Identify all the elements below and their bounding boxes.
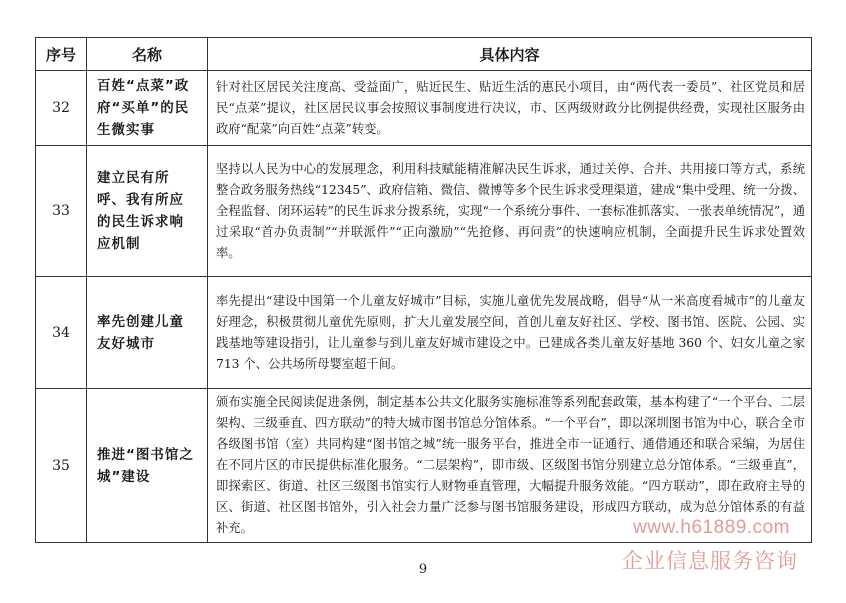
row-index: 34: [36, 277, 87, 389]
row-name: 率先创建儿童友好城市: [87, 277, 208, 389]
header-index: 序号: [36, 38, 87, 71]
table-row: [36, 277, 812, 389]
row-content: 坚持以人民为中心的发展理念，利用科技赋能精准解决民生诉求，通过关停、合并、共用接口等方式，系统整合政务服务热线“12345”、政府信箱、微信、微博等多个民生诉求受理渠道，建成“集中受理、统一分拨、全程监督、闭环运转”的民生诉求分拨系统，实现“一个系统分事件、一套标准抓落实、一张表单统情况”，通过采取“首办负责制”“并联派件”“正向激励”“先抢修、再问责”的快速响应机制，全面提升民生诉求处置效率。: [208, 146, 812, 277]
header-row: [36, 38, 812, 71]
row-name: 推进“图书馆之城”建设: [87, 389, 208, 543]
watermark-url: www.h61889.com: [633, 517, 790, 538]
row-content: 针对社区居民关注度高、受益面广，贴近民生、贴近生活的惠民小项目，由“两代表一委员”、社区党员和居民“点菜”提议，社区居民议事会按照议事制度进行决议，市、区两级财政分比例提供经费，实现社区服务由政府“配菜”向百姓“点菜”转变。: [208, 71, 812, 146]
table-row: [36, 71, 812, 146]
table-row: [36, 146, 812, 277]
row-content: 颁布实施全民阅读促进条例，制定基本公共文化服务实施标准等系列配套政策，基本构建了“一个平台、二层架构、三级垂直、四方联动”的特大城市图书馆总分馆体系。“一个平台”，即以深圳图书馆为中心，联合全市各级图书馆（室）共同构建“图书馆之城”统一服务平台，推进全市一证通行、通借通还和联合采编，为居住在不同片区的市民提供标准化服务。“二层架构”，即市级、区级图书馆分别建立总分馆体系。“三级垂直”，即探索区、街道、社区三级图书馆实行人财物垂直管理，大幅提升服务效能。“四方联动”，即在政府主导的区、街道、社区图书馆外，引入社会力量广泛参与图书馆服务建设，形成四方联动，成为总分馆体系的有益补充。: [208, 389, 812, 543]
header-content: 具体内容: [208, 38, 812, 71]
content-table: [35, 37, 812, 543]
row-index: 32: [36, 71, 87, 146]
row-name: 建立民有所呼、我有所应的民生诉求响应机制: [87, 146, 208, 277]
row-index: 33: [36, 146, 87, 277]
header-name: 名称: [87, 38, 208, 71]
page-number: 9: [418, 562, 428, 577]
row-name: 百姓“点菜”政府“买单”的民生微实事: [87, 71, 208, 146]
row-content: 率先提出“建设中国第一个儿童友好城市”目标，实施儿童优先发展战略，倡导“从一米高度看城市”的儿童友好理念，积极贯彻儿童优先原则，扩大儿童发展空间，首创儿童友好社区、学校、图书馆、医院、公园、实践基地等建设指引，让儿童参与到儿童友好城市建设之中。已建成各类儿童友好基地 360 个、妇女儿童之家 713 个、公共场所母婴室超千间。: [208, 277, 812, 389]
row-index: 35: [36, 389, 87, 543]
watermark-text: 企业信息服务咨询: [622, 549, 798, 573]
